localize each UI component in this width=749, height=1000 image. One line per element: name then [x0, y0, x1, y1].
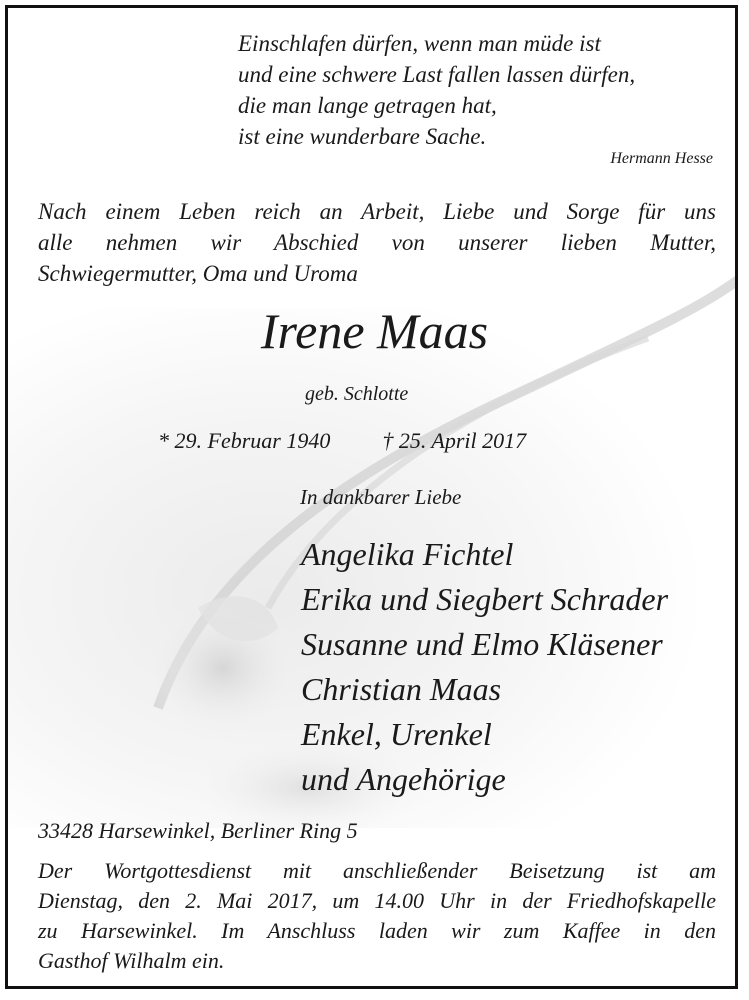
- poem-line: Einschlafen dürfen, wenn man müde ist: [238, 31, 601, 56]
- mourner-name: Erika und Siegbert Schrader: [301, 581, 669, 617]
- mourner-name: Susanne und Elmo Kläsener: [301, 626, 663, 662]
- birth-name: geb. Schlotte: [305, 383, 409, 405]
- mourner-name: Enkel, Urenkel: [301, 716, 492, 752]
- mourners-heading: In dankbarer Liebe: [300, 485, 462, 509]
- deceased-name: Irene Maas: [260, 303, 489, 359]
- poem-line: ist eine wunderbare Sache.: [238, 124, 487, 149]
- intro-line: alle nehmen wir Abschied von unserer lieben Mutter,: [38, 230, 716, 255]
- poem: [238, 28, 635, 152]
- intro-text: [38, 196, 716, 289]
- service-line: Gasthof Wilhalm ein.: [38, 948, 225, 973]
- intro-line: Schwiegermutter, Oma und Uroma: [38, 261, 358, 286]
- mourners-list: [301, 532, 668, 802]
- poem-line: und eine schwere Last fallen lassen dürfen,: [238, 62, 636, 87]
- service-info: [38, 856, 716, 976]
- service-line: Der Wortgottesdienst mit anschließender Beisetzung ist am: [38, 858, 716, 883]
- mourner-name: Angelika Fichtel: [301, 536, 514, 572]
- address: 33428 Harsewinkel, Berliner Ring 5: [38, 818, 358, 843]
- poem-line: die man lange getragen hat,: [238, 93, 497, 118]
- mourner-name: Christian Maas: [301, 671, 502, 707]
- poem-author: Hermann Hesse: [610, 150, 713, 167]
- obituary-frame: [5, 5, 738, 989]
- intro-line: Nach einem Leben reich an Arbeit, Liebe und Sorge für uns: [38, 199, 716, 224]
- mourner-name: und Angehörige: [301, 761, 506, 797]
- service-line: Dienstag, den 2. Mai 2017, um 14.00 Uhr in der Friedhofskapelle: [38, 888, 716, 913]
- life-dates: [158, 428, 526, 454]
- death-date: † 25. April 2017: [382, 428, 527, 453]
- service-line: zu Harsewinkel. Im Anschluss laden wir zum Kaffee in den: [38, 918, 716, 943]
- birth-date: * 29. Februar 1940: [158, 428, 331, 453]
